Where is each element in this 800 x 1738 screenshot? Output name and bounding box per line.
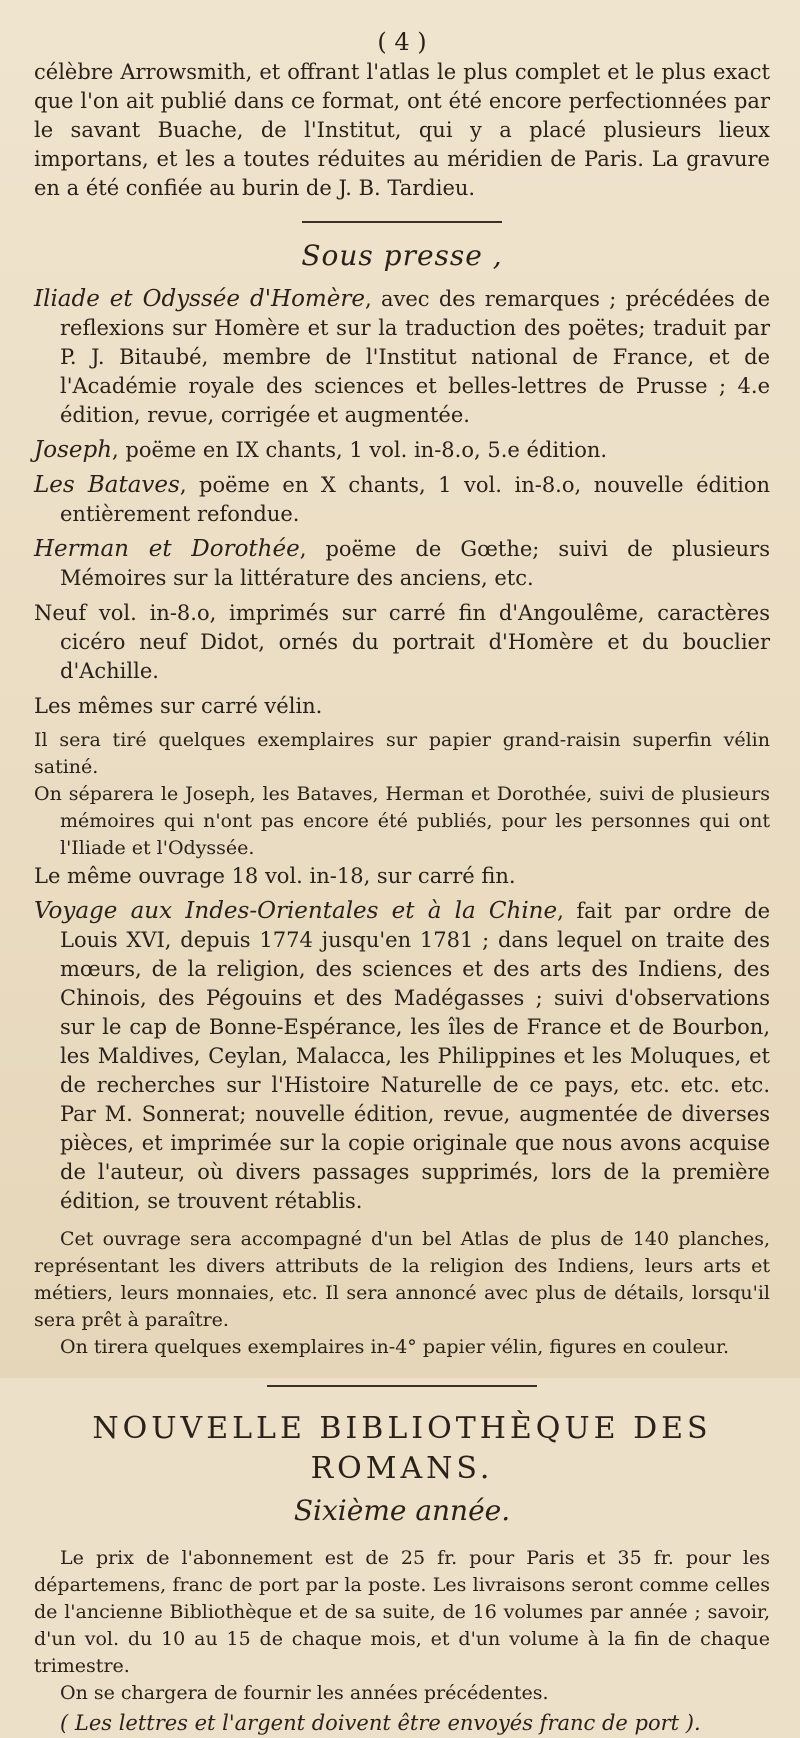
section-heading-sous-presse: Sous presse , <box>301 239 503 272</box>
intro-paragraph: célèbre Arrowsmith, et offrant l'atlas le plus complet et le plus exact que l'on ait publié dans ce format, ont été encore perfectionnées par le savant Buache, de l'Institut, qui y a placé plusieurs lieux importans, et les a toutes réduites au méridien de Paris. La gravure en a été confiée au burin de J. B. Tardieu. <box>34 60 770 200</box>
chargera-line: On se chargera de fournir les années précédentes. <box>60 1682 549 1704</box>
divider-rule <box>302 221 502 223</box>
entry-text: , poëme en X chants, 1 vol. in-8.o, nouvelle édition entièrement refondue. <box>60 473 770 526</box>
abonnement-paragraph: Le prix de l'abonnement est de 25 fr. pour Paris et 35 fr. pour les départemens, franc de port par la poste. Les livraisons seront comme celles de l'ancienne Bibliothèque et de sa suite, de 16 volumes par année ; savoir, d'un vol. du 10 au 15 de chaque mois, et d'un volume à la fin de chaque trimestre. <box>34 1547 770 1677</box>
separation-note: On séparera le Joseph, les Bataves, Herman et Dorothée, suivi de plusieurs mémoires qui n'ont pas encore été publiés, pour les personnes qui ont l'Iliade et l'Odyssée. <box>34 783 770 859</box>
entry-title: Joseph <box>34 437 113 463</box>
meme-ouvrage: Le même ouvrage 18 vol. in-18, sur carré fin. <box>34 864 516 888</box>
voyage-title: Voyage aux Indes-Orientales et à la Chine <box>34 898 558 924</box>
entry-herman <box>34 535 770 593</box>
entry-title: Les Bataves <box>34 472 180 498</box>
entry-voyage <box>34 897 770 1216</box>
atlas-tirage: On tirera quelques exemplaires in-4° papier vélin, figures en couleur. <box>60 1336 729 1358</box>
entry-text: Neuf vol. in-8.o, imprimés sur carré fin d'Angoulême, caractères cicéro neuf Didot, ornés du portrait d'Homère et du bouclier d'Achille. <box>34 601 770 683</box>
entry-text: , poëme de Gœthe; suivi de plusieurs Mémoires sur la littérature des anciens, etc. <box>60 537 771 590</box>
entry-bataves <box>34 471 770 529</box>
closing-text: ( Les lettres et l'argent doivent être envoyés franc de port ). <box>60 1711 701 1735</box>
entry-neuf-vol <box>34 599 770 686</box>
entry-text: Les mêmes sur carré vélin. <box>34 694 323 718</box>
entry-iliade <box>34 285 770 430</box>
page-number: ( 4 ) <box>377 28 427 56</box>
entry-text: , avec des remarques ; précédées de reflexions sur Homère et sur la traduction des poëtes; traduit par P. J. Bitaubé, membre de l'Institut national de France, et de l'Académie royale des sciences et belles-lettres de Prusse ; 4.e édition, revue, corrigée et augmentée. <box>60 287 770 427</box>
entry-title: Iliade et Odyssée d'Homère <box>34 286 365 312</box>
entry-joseph <box>34 436 770 465</box>
bibliotheque-subtitle: Sixième année. <box>293 1494 511 1527</box>
tirage-note: Il sera tiré quelques exemplaires sur papier grand-raisin superfin vélin satiné. <box>34 729 770 778</box>
voyage-text: , fait par ordre de Louis XVI, depuis 1774 jusqu'en 1781 ; dans lequel on traite des mœurs, de la religion, des sciences et des arts des Indiens, des Chinois, des Pégouins et des Madégasses ; suivi d'observations sur le cap de Bonne-Espérance, les îles de France et de Bourbon, les Maldives, Ceylan, Malacca, les Philippines et les Moluques, et de recherches sur l'Histoire Naturelle de ce pays, etc. etc. etc. Par M. Sonnerat; nouvelle édition, revue, augmentée de diverses pièces, et imprimée sur la copie originale que nous avons acquise de l'auteur, où divers passages supprimés, lors de la première édition, se trouvent rétablis. <box>60 899 770 1213</box>
divider-rule <box>267 1385 537 1387</box>
atlas-paragraph: Cet ouvrage sera accompagné d'un bel Atlas de plus de 140 planches, représentant les divers attributs de la religion des Indiens, leurs arts et métiers, leurs monnaies, etc. Il sera annoncé avec plus de détails, lorsqu'il sera prêt à paraître. <box>34 1228 770 1331</box>
entry-title: Herman et Dorothée <box>34 536 300 562</box>
bibliotheque-title: NOUVELLE BIBLIOTHÈQUE DES ROMANS. <box>92 1411 712 1486</box>
closing-line <box>34 1709 770 1738</box>
entry-text: , poëme en IX chants, 1 vol. in-8.o, 5.e édition. <box>112 438 608 462</box>
entry-velin <box>34 692 770 721</box>
